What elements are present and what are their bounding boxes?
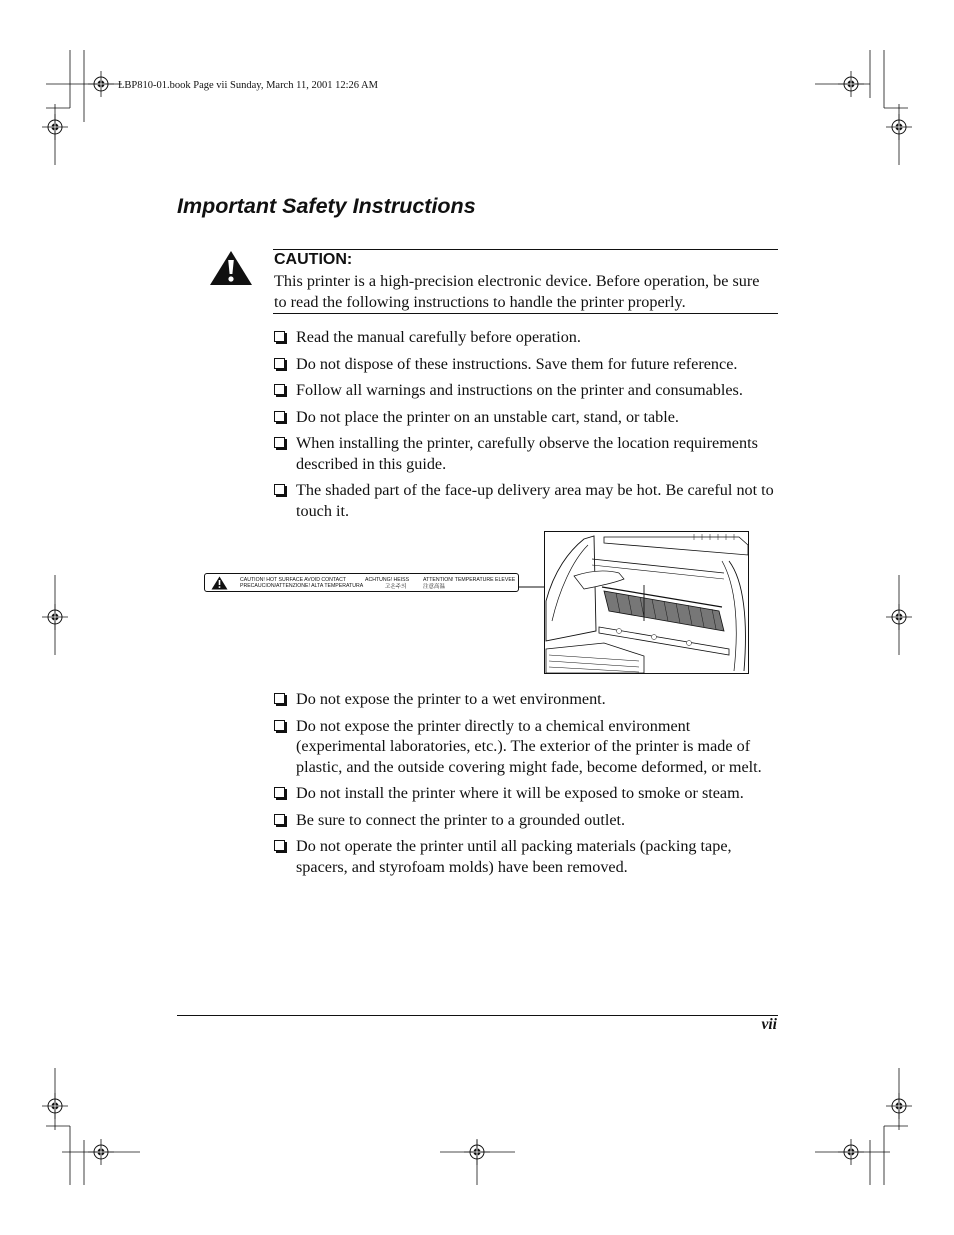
registration-mark	[88, 1139, 114, 1165]
checkbox-icon	[274, 693, 285, 704]
registration-mark	[886, 114, 912, 140]
checkbox-icon	[274, 437, 285, 448]
sunburst-mark	[892, 1144, 924, 1176]
crop-mark-top-left	[46, 50, 122, 165]
label-text-de: ACHTUNG! HEISS	[365, 577, 410, 583]
caution-body: This printer is a high-precision electronic device. Before operation, be sure to read the following instructions to handle the printer properly.	[274, 272, 760, 311]
checkbox-icon	[274, 814, 285, 825]
checkbox-icon	[274, 331, 285, 342]
list-item: Follow all warnings and instructions on the printer and consumables.	[274, 380, 784, 401]
checkbox-icon	[274, 840, 285, 851]
sunburst-mark	[892, 58, 924, 90]
label-text-es-it: PRECAUCION/ATTENZIONE! ALTA TEMPERATURA	[240, 583, 364, 589]
checkbox-icon	[274, 720, 285, 731]
sunburst-mark	[30, 1144, 62, 1176]
registration-mark	[886, 604, 912, 630]
checkbox-icon	[274, 484, 285, 495]
registration-mark	[464, 1139, 490, 1165]
sunburst-mark	[30, 58, 62, 90]
warning-triangle-icon	[209, 250, 253, 286]
safety-list-first	[274, 327, 784, 527]
label-text-ko: 고온주의	[385, 584, 407, 590]
list-item: Do not dispose of these instructions. Save them for future reference.	[274, 354, 784, 375]
page-number: vii	[761, 1016, 777, 1033]
list-item: Do not place the printer on an unstable cart, stand, or table.	[274, 407, 784, 428]
checkbox-icon	[274, 358, 285, 369]
book-stamp: LBP810-01.book Page vii Sunday, March 11, 2001 12:26 AM	[118, 80, 378, 91]
printer-illustration	[544, 531, 749, 674]
registration-mark	[42, 604, 68, 630]
label-text-zh: 注意高温	[423, 584, 446, 590]
list-item: Be sure to connect the printer to a grounded outlet.	[274, 810, 784, 831]
hot-surface-label	[204, 573, 519, 592]
crop-mark-top-right	[815, 50, 908, 165]
page-title: Important Safety Instructions	[177, 194, 476, 218]
warning-triangle-icon	[211, 576, 228, 590]
registration-mark	[42, 114, 68, 140]
list-item: Do not install the printer where it will be exposed to smoke or steam.	[274, 783, 784, 804]
list-item: Do not expose the printer to a wet environment.	[274, 689, 784, 710]
checkbox-icon	[274, 787, 285, 798]
list-item: Do not expose the printer directly to a chemical environment (experimental laboratories, etc.). The exterior of the printer is made of plastic, and the outside covering might fade, become deformed, or melt.	[274, 716, 784, 778]
caution-top-rule	[273, 249, 778, 250]
checkbox-icon	[274, 384, 285, 395]
footer-rule	[177, 1015, 778, 1016]
label-text-fr: ATTENTION! TEMPERATURE ELEVEE	[423, 577, 516, 583]
registration-mark	[42, 1093, 68, 1119]
crop-mark-bottom-left	[46, 1068, 140, 1185]
checkbox-icon	[274, 411, 285, 422]
safety-list-second	[274, 689, 784, 883]
registration-mark	[838, 71, 864, 97]
list-item: Do not operate the printer until all packing materials (packing tape, spacers, and styrofoam molds) have been removed.	[274, 836, 784, 877]
registration-mark	[838, 1139, 864, 1165]
list-item: The shaded part of the face-up delivery area may be hot. Be careful not to touch it.	[274, 480, 784, 521]
registration-mark	[88, 71, 114, 97]
registration-mark	[886, 1093, 912, 1119]
label-text-en: CAUTION! HOT SURFACE AVOID CONTACT	[240, 577, 347, 583]
caution-heading: CAUTION:	[274, 251, 353, 268]
list-item: When installing the printer, carefully observe the location requirements described in this guide.	[274, 433, 784, 474]
list-item: Read the manual carefully before operation.	[274, 327, 784, 348]
caution-bottom-rule	[273, 313, 778, 314]
crop-mark-bottom-right	[815, 1068, 908, 1185]
